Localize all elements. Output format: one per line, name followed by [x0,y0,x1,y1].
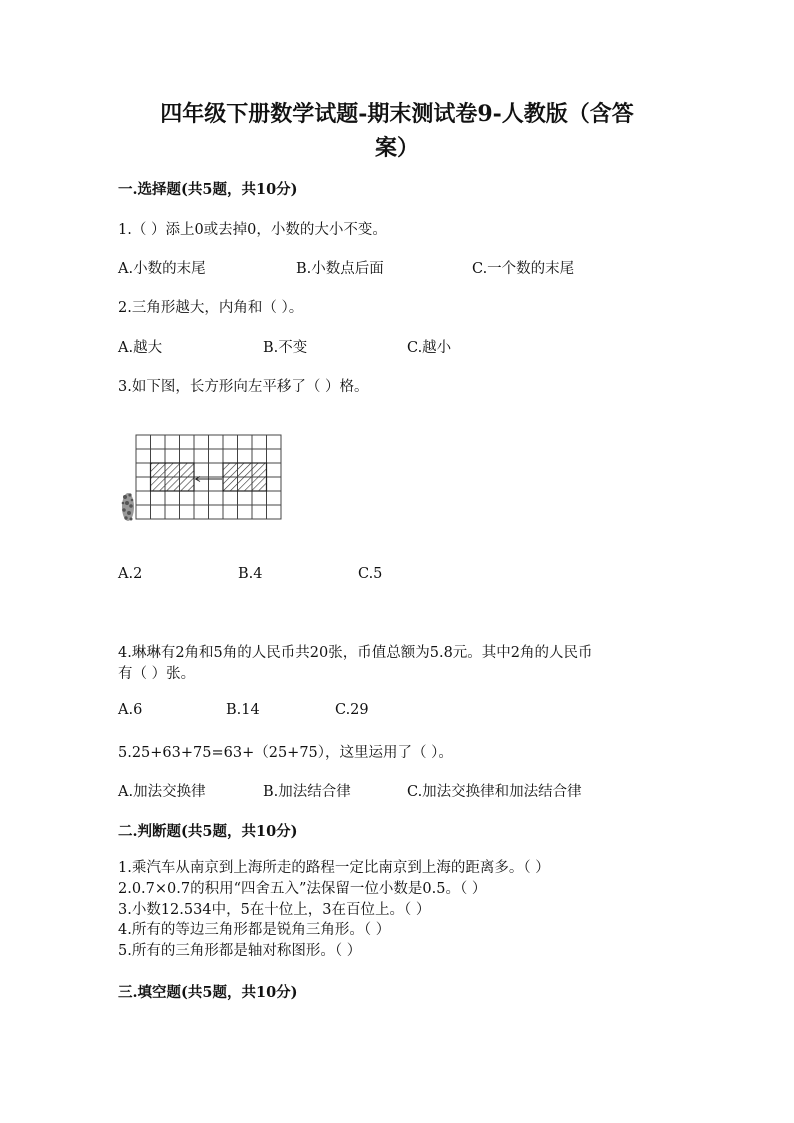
option-3a: A.2 [118,566,143,582]
section-heading-choice: 一.选择题(共5题，共10分) [118,181,298,198]
option-5b: B.加法结合律 [263,784,351,800]
option-2c: C.越小 [407,340,452,356]
translation-grid-figure [118,433,286,527]
option-4b: B.14 [226,702,260,718]
option-1a: A.小数的末尾 [118,261,206,277]
option-1c: C.一个数的末尾 [472,261,575,277]
question-5: 5.25+63+75=63+（25+75），这里运用了（ ）。 [118,745,453,761]
section-heading-judge: 二.判断题(共5题，共10分) [118,823,298,840]
judge-item-5: 5.所有的三角形都是轴对称图形。（ ） [118,943,362,959]
page-title-line2: 案） [374,135,419,161]
option-5c: C.加法交换律和加法结合律 [407,784,582,800]
judge-item-1: 1.乘汽车从南京到上海所走的路程一定比南京到上海的距离多。（ ） [118,860,550,876]
judge-item-2: 2.0.7×0.7的积用“四舍五入”法保留一位小数是0.5。（ ） [118,881,487,897]
option-2a: A.越大 [118,340,163,356]
section-heading-fill: 三.填空题(共5题，共10分) [118,984,298,1001]
question-2: 2.三角形越大，内角和（ ）。 [118,300,304,316]
option-4c: C.29 [335,702,369,718]
option-5a: A.加法交换律 [118,784,206,800]
option-3c: C.5 [358,566,383,582]
page-title-line1: 四年级下册数学试题-期末测试卷9-人教版（含答 [160,101,634,127]
question-3: 3.如下图，长方形向左平移了（ ）格。 [118,379,369,395]
option-3b: B.4 [238,566,263,582]
judge-item-3: 3.小数12.534中，5在十位上，3在百位上。（ ） [118,902,431,918]
question-4-line1: 4.琳琳有2角和5角的人民币共20张，币值总额为5.8元。其中2角的人民币 [118,645,593,661]
option-4a: A.6 [118,702,143,718]
option-1b: B.小数点后面 [296,261,384,277]
question-1: 1.（ ）添上0或去掉0，小数的大小不变。 [118,222,387,238]
question-4-line2: 有（ ）张。 [118,666,196,682]
option-2b: B.不变 [263,340,308,356]
judge-item-4: 4.所有的等边三角形都是锐角三角形。（ ） [118,922,391,938]
